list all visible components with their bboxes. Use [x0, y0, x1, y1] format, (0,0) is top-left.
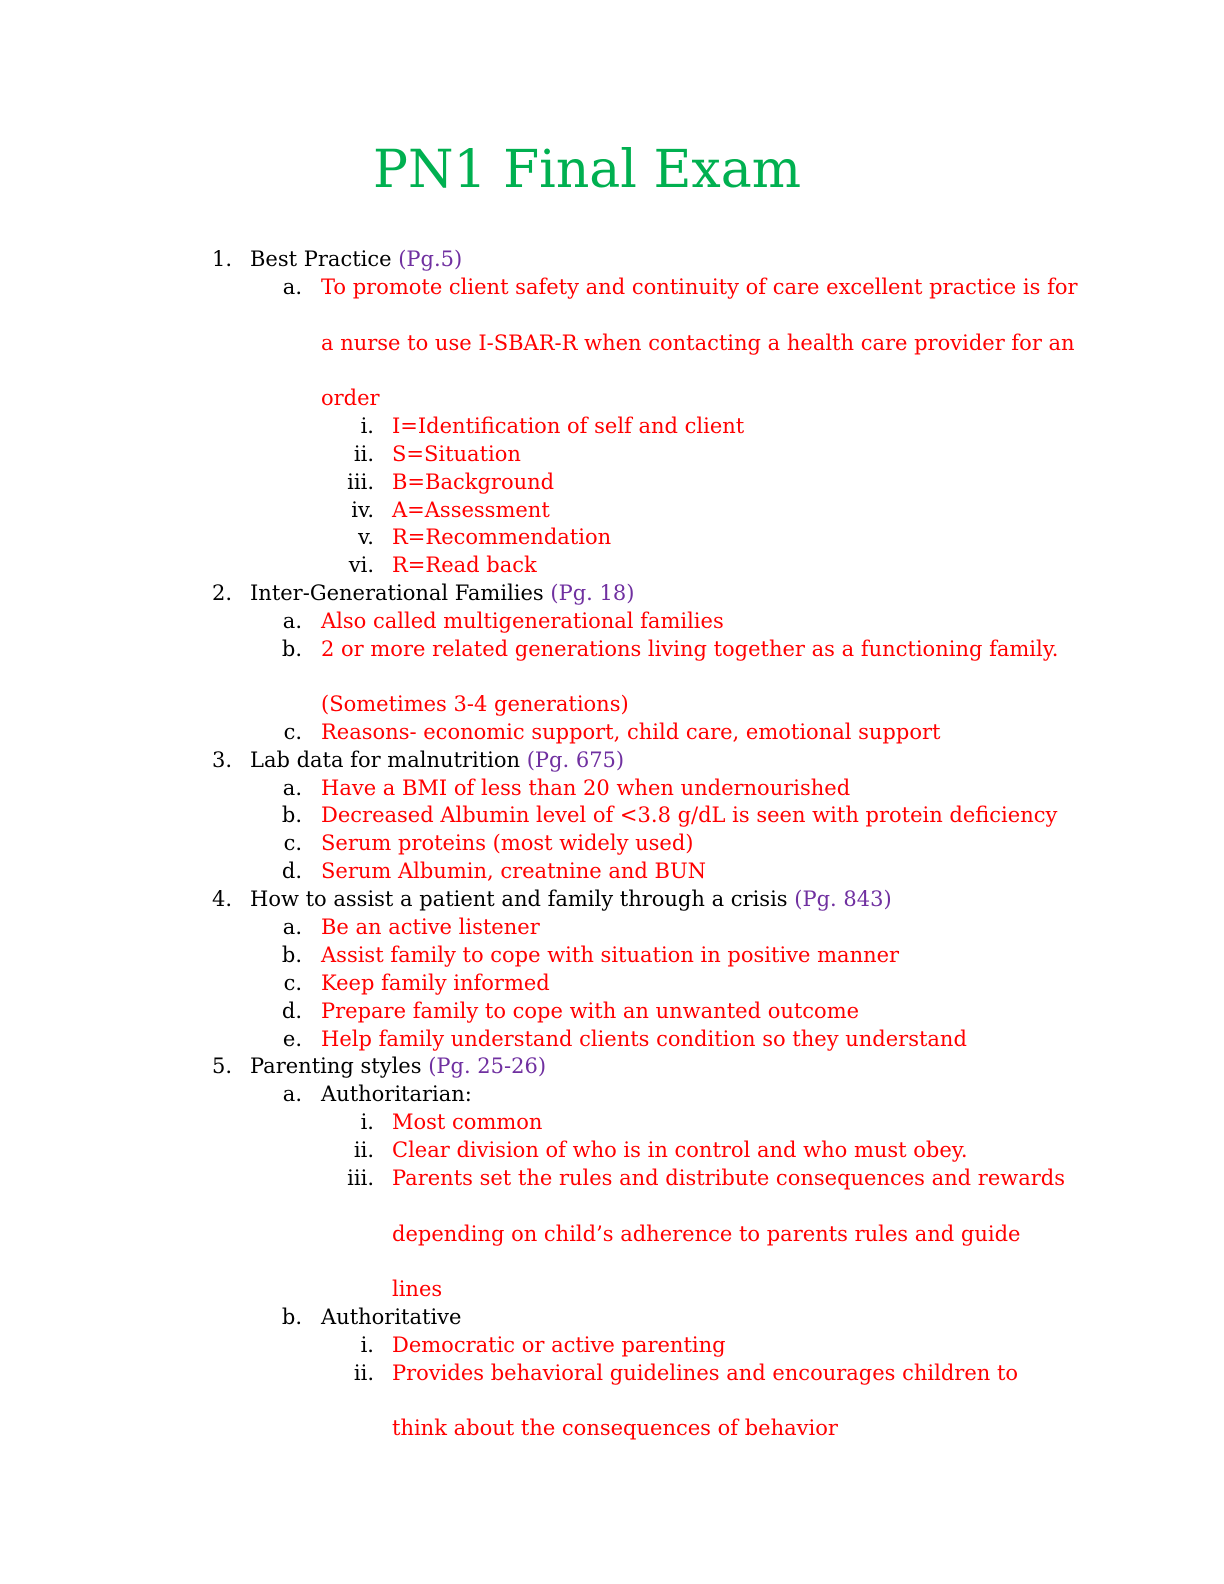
note-line: Serum Albumin, creatnine and BUN: [321, 859, 707, 883]
subitem-letter: c.: [283, 831, 302, 855]
note-line: Decreased Albumin level of <3.8 g/dL is seen with protein deficiency: [321, 803, 1058, 827]
page-reference: (Pg. 18): [550, 581, 635, 605]
note-line: B=Background: [392, 470, 555, 494]
roman-marker: i.: [360, 1333, 374, 1357]
roman-marker: ii.: [353, 442, 374, 466]
note-line: (Sometimes 3-4 generations): [321, 692, 629, 716]
document-title: PN1 Final Exam: [373, 140, 802, 200]
roman-marker: i.: [360, 414, 374, 438]
heading-text: How to assist a patient and family through a crisis: [250, 887, 788, 911]
heading-text: Parenting styles: [250, 1054, 422, 1078]
subitem-label: Authoritative: [321, 1305, 462, 1329]
heading-text: Best Practice: [250, 247, 392, 271]
note-line: Prepare family to cope with an unwanted outcome: [321, 999, 860, 1023]
roman-marker: ii.: [353, 1138, 374, 1162]
page-reference: (Pg. 25-26): [428, 1054, 547, 1078]
roman-marker: iii.: [347, 1166, 374, 1190]
note-line: R=Read back: [392, 553, 537, 577]
note-line: Help family understand clients condition so they understand: [321, 1027, 967, 1051]
subitem-label: Authoritarian:: [321, 1082, 472, 1106]
subitem-letter: d.: [281, 999, 302, 1023]
note-line: Have a BMI of less than 20 when undernourished: [321, 776, 851, 800]
item-heading: [250, 1052, 546, 1080]
note-line: depending on child’s adherence to parents rules and guide: [392, 1222, 1021, 1246]
roman-marker: iv.: [351, 498, 374, 522]
note-line: Serum proteins (most widely used): [321, 831, 694, 855]
heading-text: Lab data for malnutrition: [250, 748, 521, 772]
note-line: Clear division of who is in control and who must obey.: [392, 1138, 968, 1162]
subitem-letter: c.: [283, 720, 302, 744]
note-line: order: [321, 386, 380, 410]
note-line: lines: [392, 1277, 443, 1301]
note-line: Be an active listener: [321, 915, 540, 939]
subitem-letter: c.: [283, 971, 302, 995]
note-line: A=Assessment: [392, 498, 550, 522]
subitem-letter: a.: [282, 776, 302, 800]
item-number: 2.: [211, 581, 232, 605]
subitem-letter: b.: [281, 1305, 302, 1329]
note-line: Keep family informed: [321, 971, 550, 995]
note-line: 2 or more related generations living together as a functioning family.: [321, 637, 1059, 661]
item-heading: [250, 579, 634, 607]
page-reference: (Pg. 843): [794, 887, 892, 911]
subitem-letter: a.: [282, 609, 302, 633]
note-line: think about the consequences of behavior: [392, 1416, 838, 1440]
page-reference: (Pg. 675): [526, 748, 625, 772]
subitem-letter: b.: [281, 943, 302, 967]
subitem-letter: a.: [282, 915, 302, 939]
page-reference: (Pg.5): [398, 247, 463, 271]
roman-marker: i.: [360, 1110, 374, 1134]
note-line: Provides behavioral guidelines and encourages children to: [392, 1361, 1019, 1385]
item-number: 3.: [211, 748, 232, 772]
note-line: I=Identification of self and client: [392, 414, 745, 438]
roman-marker: iii.: [347, 470, 374, 494]
item-heading: [250, 746, 624, 774]
item-heading: [250, 885, 892, 913]
note-line: R=Recommendation: [392, 525, 612, 549]
item-number: 1.: [211, 247, 232, 271]
note-line: Reasons- economic support, child care, emotional support: [321, 720, 941, 744]
item-heading: [250, 245, 462, 273]
note-line: Also called multigenerational families: [321, 609, 724, 633]
subitem-letter: a.: [282, 1082, 302, 1106]
item-number: 5.: [211, 1054, 232, 1078]
heading-text: Inter-Generational Families: [250, 581, 544, 605]
roman-marker: ii.: [353, 1361, 374, 1385]
item-number: 4.: [211, 887, 232, 911]
subitem-letter: a.: [282, 275, 302, 299]
note-line: Parents set the rules and distribute consequences and rewards: [392, 1166, 1066, 1190]
note-line: To promote client safety and continuity of care excellent practice is for: [321, 275, 1078, 299]
note-line: a nurse to use I-SBAR-R when contacting a health care provider for an: [321, 331, 1075, 355]
roman-marker: vi.: [348, 553, 374, 577]
subitem-letter: b.: [281, 803, 302, 827]
subitem-letter: b.: [281, 637, 302, 661]
note-line: Assist family to cope with situation in positive manner: [321, 943, 900, 967]
note-line: Democratic or active parenting: [392, 1333, 726, 1357]
roman-marker: v.: [357, 525, 374, 549]
note-line: Most common: [392, 1110, 543, 1134]
subitem-letter: e.: [282, 1027, 302, 1051]
note-line: S=Situation: [392, 442, 521, 466]
subitem-letter: d.: [281, 859, 302, 883]
